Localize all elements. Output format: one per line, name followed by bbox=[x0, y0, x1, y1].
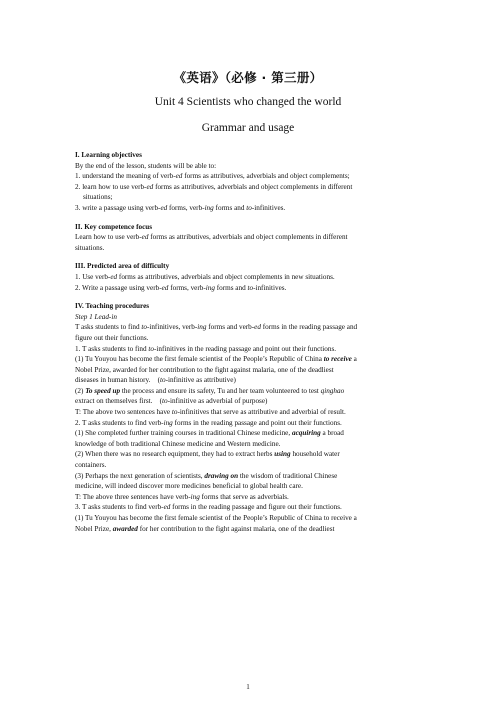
objective-2-cont: situations; bbox=[83, 193, 113, 202]
task-1: 1. T asks students to find to-infinitives in the reading passage and point out their functions. bbox=[75, 344, 337, 353]
example-1-line2: Nobel Prize, awarded for her contribution to the fight against malaria, one of the deadliest bbox=[75, 365, 334, 374]
book-title: 《英语》（必修 · 第三册） bbox=[173, 70, 323, 85]
heading-competence: II. Key competence focus bbox=[75, 222, 153, 231]
section-title: Grammar and usage bbox=[201, 122, 295, 134]
teacher-note-1: T: The above two sentences have to-infinitives that serve as attributive and adverbial of result. bbox=[75, 408, 346, 417]
example-1: (1) Tu Youyou has become the first female scientist of the People’s Republic of China to receive a bbox=[75, 355, 357, 364]
heading-difficulty: III. Predicted area of difficulty bbox=[75, 262, 170, 271]
competence-text-cont: situations. bbox=[75, 243, 105, 252]
page-number: 1 bbox=[246, 683, 250, 691]
example-5-line2: medicine, will indeed discover more medicines beneficial to global health care. bbox=[75, 482, 303, 491]
example-2: (2) To speed up the process and ensure its safety, Tu and her team volunteered to test qinghao bbox=[75, 386, 345, 395]
objective-3: 3. write a passage using verb-ed forms, verb-ing forms and to-infinitives. bbox=[75, 203, 286, 212]
unit-title: Unit 4 Scientists who changed the world bbox=[154, 96, 342, 108]
example-6: (1) Tu Youyou has become the first female scientist of the People’s Republic of China to receive a bbox=[75, 514, 357, 522]
example-4-line2: containers. bbox=[75, 461, 107, 470]
example-2-line2: extract on themselves first. (to-infinitive as adverbial of purpose) bbox=[75, 397, 268, 406]
teacher-note-2: T: The above three sentences have verb-ing forms that serve as adverbials. bbox=[75, 492, 289, 501]
task-2: 2. T asks students to find verb-ing forms in the reading passage and point out their functions. bbox=[75, 418, 342, 427]
step-1-label: Step 1 Lead-in bbox=[75, 312, 117, 321]
example-4: (2) When there was no research equipment, they had to extract herbs using household water bbox=[75, 450, 340, 459]
example-5: (3) Perhaps the next generation of scientists, drawing on the wisdom of traditional Chinese bbox=[75, 471, 338, 480]
example-1-line3: diseases in human history. (to-infinitive as attributive) bbox=[75, 376, 236, 385]
objectives-intro: By the end of the lesson, students will be able to: bbox=[75, 161, 217, 170]
difficulty-1: 1. Use verb-ed forms as attributives, adverbials and object complements in new situations. bbox=[75, 272, 335, 281]
leadin-text-cont: figure out their functions. bbox=[75, 333, 149, 342]
example-6-line2: Nobel Prize, awarded for her contribution to the fight against malaria, one of the deadliest bbox=[75, 524, 335, 533]
difficulty-2: 2. Write a passage using verb-ed forms, verb-ing forms and to-infinitives. bbox=[75, 283, 287, 292]
competence-text: Learn how to use verb-ed forms as attributives, adverbials and object complements in different bbox=[75, 233, 348, 242]
heading-objectives: I. Learning objectives bbox=[75, 151, 142, 159]
document-body bbox=[75, 150, 423, 534]
task-3: 3. T asks students to find verb-ed forms in the reading passage and figure out their functions. bbox=[75, 503, 342, 512]
heading-procedures: IV. Teaching procedures bbox=[75, 302, 150, 311]
objective-2: 2. learn how to use verb-ed forms as attributives, adverbials and object complements in different bbox=[75, 182, 353, 191]
objective-1: 1. understand the meaning of verb-ed forms as attributives, adverbials and object complements; bbox=[75, 172, 350, 181]
example-3-line2: knowledge of both traditional Chinese medicine and Western medicine. bbox=[75, 439, 281, 448]
leadin-text: T asks students to find to-infinitives, verb-ing forms and verb-ed forms in the reading passage and bbox=[75, 323, 358, 332]
example-3: (1) She completed further training courses in traditional Chinese medicine, acquiring a broad bbox=[75, 429, 344, 438]
